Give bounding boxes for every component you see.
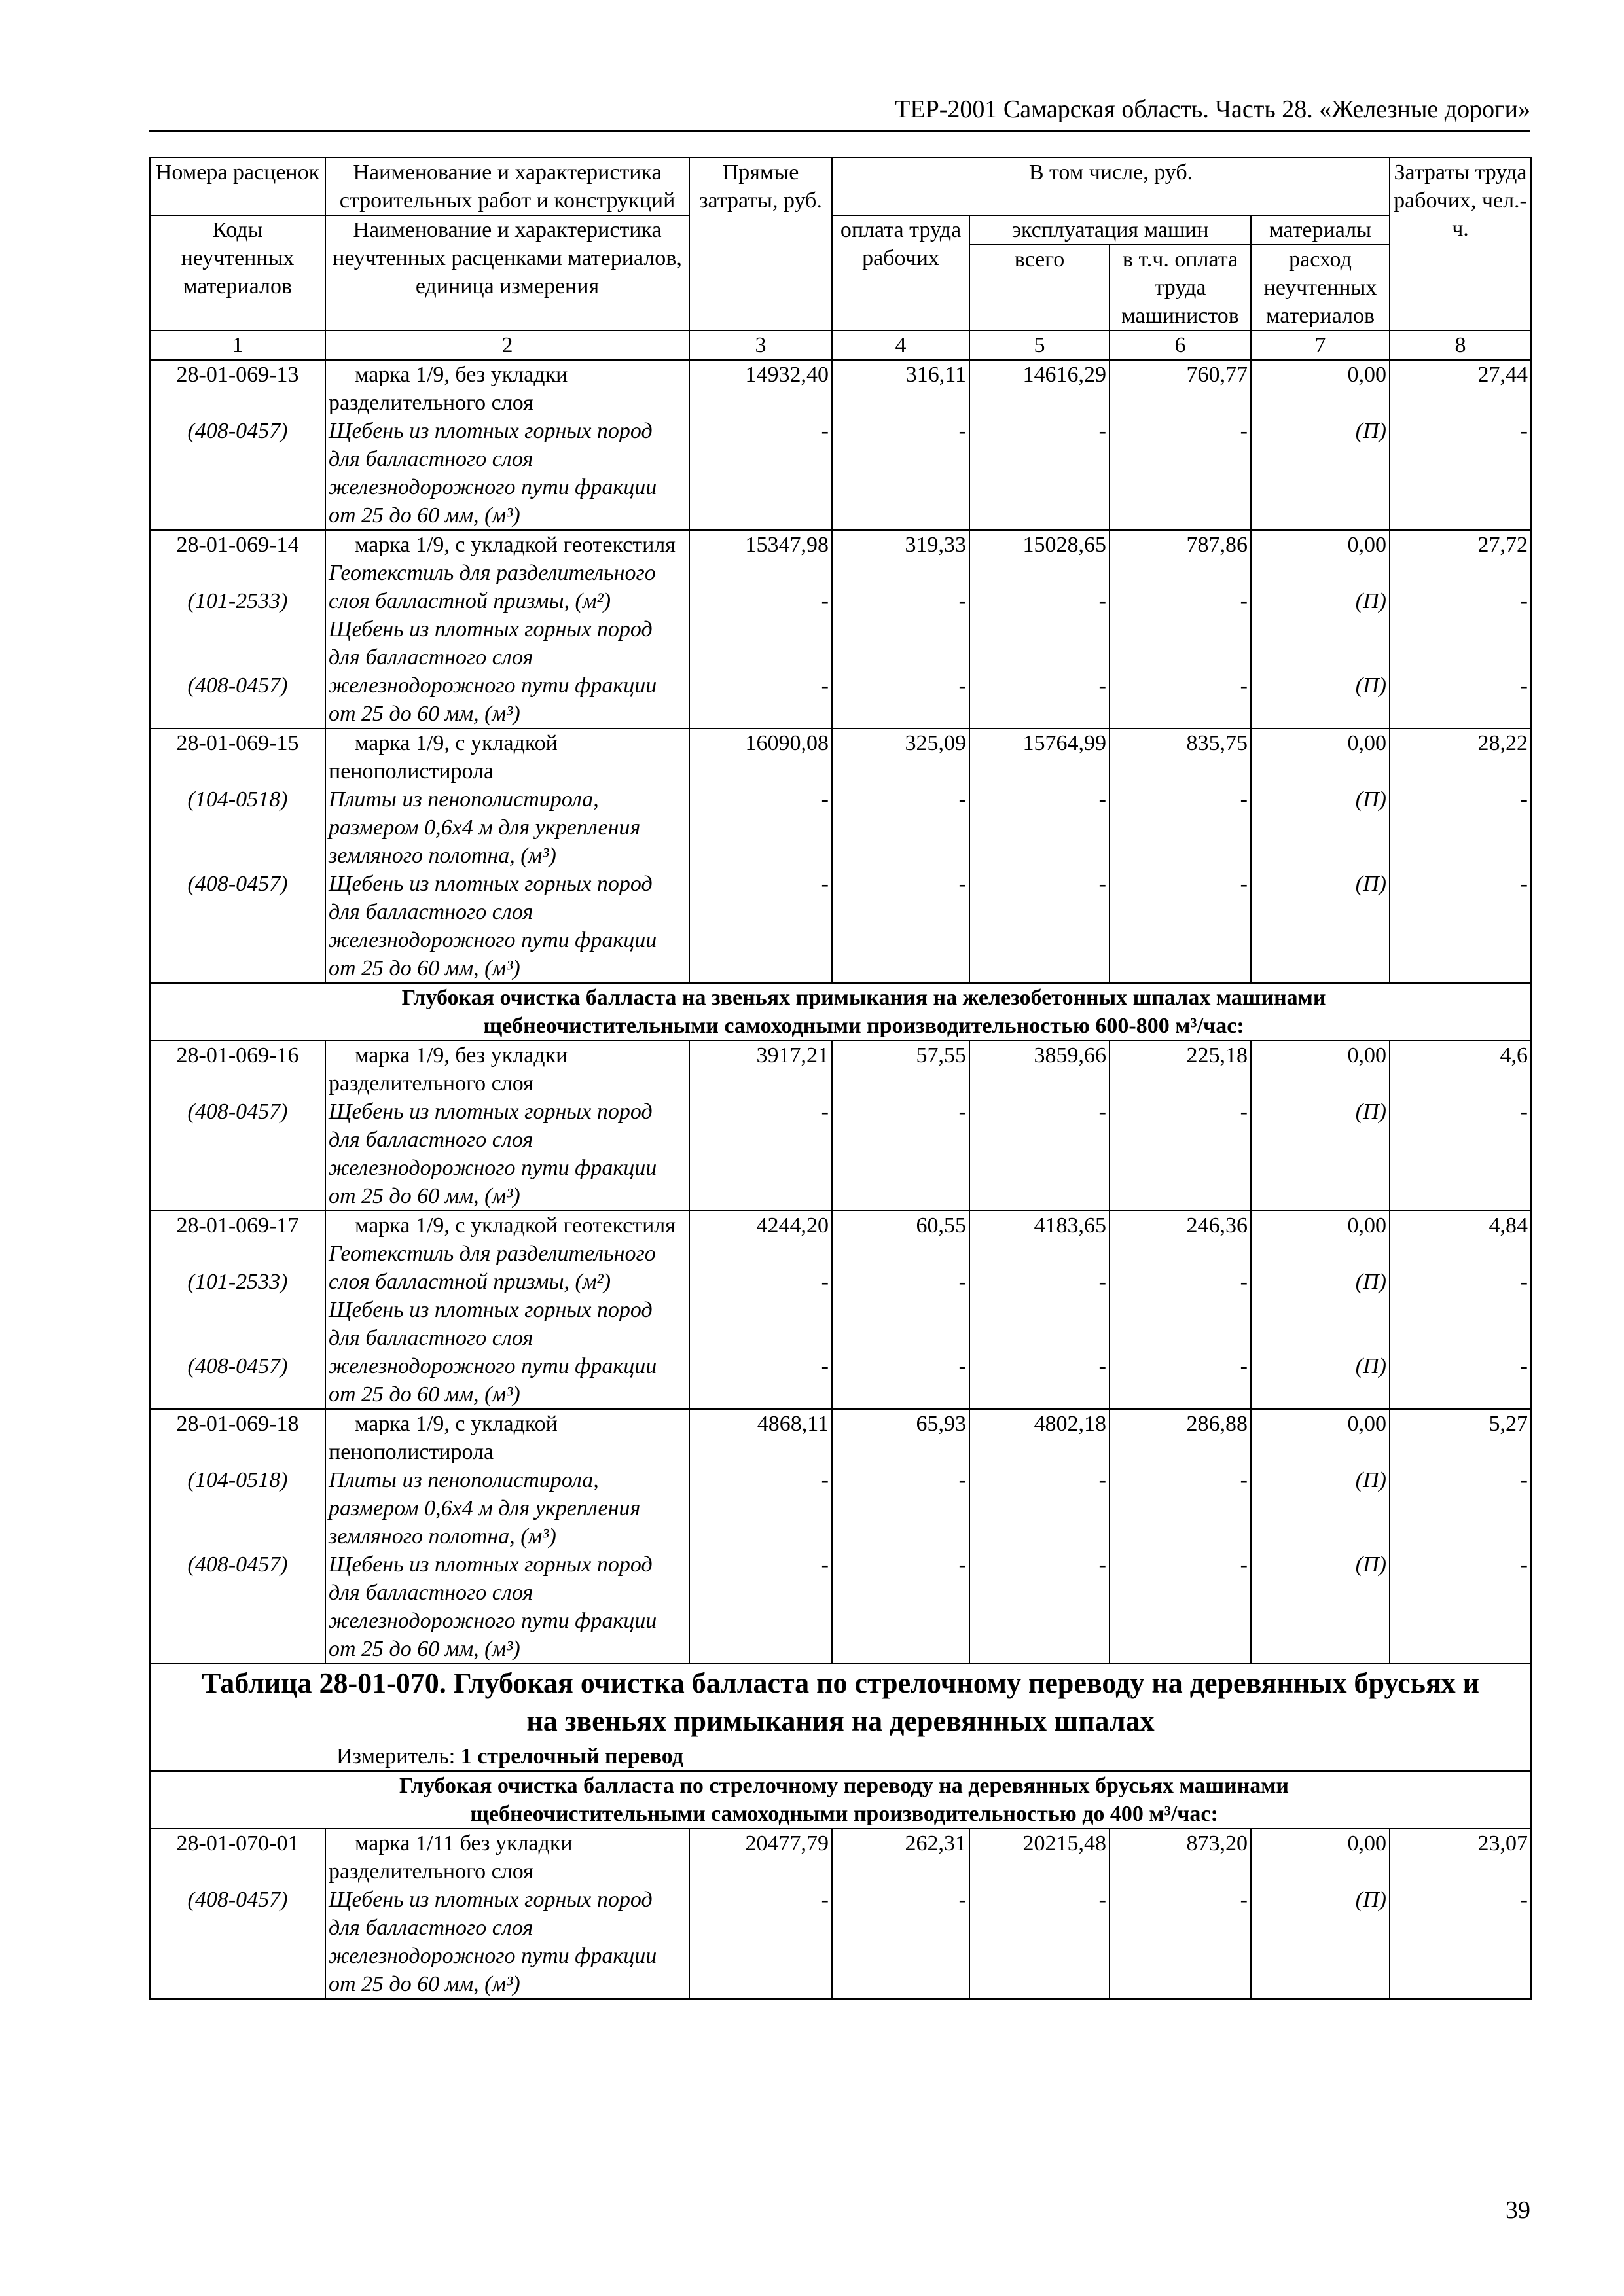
row-description: марка 1/9, с укладкой пенополистирола Плиты из пенополистирола, размером 0,6х4 м для укрепления земляного полотна, (м³) Щебень из плотных горных пород для балластного слоя железнодорожного пути фракции от 25 до 60 мм, (м³) (325, 728, 689, 983)
table-row (150, 360, 1531, 530)
row-code: 28-01-069-16 (408-0457) (150, 1041, 325, 1211)
col-head-materials: материалы (1251, 215, 1390, 245)
section-heading: Глубокая очистка балласта на звеньях примыкания на железобетонных шпалах машинами щебнеочистительными самоходными производительностью 600-800 м³/час: (325, 983, 1531, 1041)
col-head-direct: Прямые затраты, руб. (689, 158, 832, 331)
col-head-pay: оплата труда рабочих (832, 215, 969, 331)
cell-machinist-pay: 225,18 - (1110, 1041, 1251, 1211)
unit-line (153, 1743, 1528, 1770)
col-head-codes: Номера расценок (150, 158, 325, 215)
col-num: 6 (1110, 331, 1251, 360)
table-row (150, 530, 1531, 728)
col-num: 3 (689, 331, 832, 360)
col-num: 8 (1390, 331, 1531, 360)
cell-direct: 16090,08 - - (689, 728, 832, 983)
cell-machines: 14616,29 - (969, 360, 1110, 530)
row-code: 28-01-069-13 (408-0457) (150, 360, 325, 530)
cell-machinist-pay: 286,88 - - (1110, 1409, 1251, 1664)
running-header: ТЕР-2001 Самарская область. Часть 28. «Железные дороги» (149, 95, 1530, 132)
cell-machines: 20215,48 - (969, 1829, 1110, 1999)
row-code: 28-01-070-01 (408-0457) (150, 1829, 325, 1999)
cell-labor: 5,27 - - (1390, 1409, 1531, 1664)
section-row (150, 1771, 1531, 1829)
col-head-name: Наименование и характеристика строительных работ и конструкций (325, 158, 689, 215)
row-code: 28-01-069-18 (104-0518) (408-0457) (150, 1409, 325, 1664)
table-row (150, 1211, 1531, 1409)
header-row-2 (150, 215, 1531, 245)
cell-materials: 0,00 (П) (1251, 1829, 1390, 1999)
col-head-mat-codes: Коды неучтенных материалов (150, 215, 325, 331)
cell-direct: 4244,20 - - (689, 1211, 832, 1409)
col-num: 7 (1251, 331, 1390, 360)
row-code: 28-01-069-15 (104-0518) (408-0457) (150, 728, 325, 983)
column-numbers-row (150, 331, 1531, 360)
cell-machines: 15028,65 - - (969, 530, 1110, 728)
row-description: марка 1/11 без укладки разделительного слоя Щебень из плотных горных пород для балластного слоя железнодорожного пути фракции от 25 до 60 мм, (м³) (325, 1829, 689, 1999)
row-description: марка 1/9, с укладкой геотекстиля Геотекстиль для разделительного слоя балластной призмы, (м²) Щебень из плотных горных пород для балластного слоя железнодорожного пути фракции от 25 до 60 мм, (м³) (325, 1211, 689, 1409)
cell-machines: 3859,66 - (969, 1041, 1110, 1211)
cell-machinist-pay: 835,75 - - (1110, 728, 1251, 983)
table-row (150, 1409, 1531, 1664)
col-head-total: всего (969, 245, 1110, 331)
col-head-incl: В том числе, руб. (832, 158, 1390, 215)
table-title: Таблица 28-01-070. Глубокая очистка балласта по стрелочному переводу на деревянных брусьях и на звеньях примыкания на деревянных шпалах (201, 1667, 1480, 1737)
cell-machines: 4183,65 - - (969, 1211, 1110, 1409)
table-title-row (150, 1664, 1531, 1771)
cell-pay: 316,11 - (832, 360, 969, 530)
col-head-labor: Затраты труда рабочих, чел.-ч. (1390, 158, 1531, 331)
cell-machines: 15764,99 - - (969, 728, 1110, 983)
col-head-machines: эксплуатация машин (969, 215, 1251, 245)
page-number: 39 (1506, 2197, 1530, 2224)
cell-machinist-pay: 760,77 - (1110, 360, 1251, 530)
cell-labor: 4,6 - (1390, 1041, 1531, 1211)
row-code: 28-01-069-17 (101-2533) (408-0457) (150, 1211, 325, 1409)
cell-materials: 0,00 (П) (1251, 360, 1390, 530)
cell-pay: 325,09 - - (832, 728, 969, 983)
col-head-consumption: расход неучтенных материалов (1251, 245, 1390, 331)
col-num: 5 (969, 331, 1110, 360)
cell-direct: 20477,79 - (689, 1829, 832, 1999)
cell-machinist-pay: 787,86 - - (1110, 530, 1251, 728)
row-description: марка 1/9, с укладкой пенополистирола Плиты из пенополистирола, размером 0,6х4 м для укрепления земляного полотна, (м³) Щебень из плотных горных пород для балластного слоя железнодорожного пути фракции от 25 до 60 мм, (м³) (325, 1409, 689, 1664)
cell-pay: 262,31 - (832, 1829, 969, 1999)
cell-direct: 15347,98 - - (689, 530, 832, 728)
section-row (150, 983, 1531, 1041)
row-code: 28-01-069-14 (101-2533) (408-0457) (150, 530, 325, 728)
unit-value: 1 стрелочный перевод (460, 1744, 684, 1768)
cell-labor: 27,72 - - (1390, 530, 1531, 728)
cell-direct: 3917,21 - (689, 1041, 832, 1211)
cell-materials: 0,00 (П) (П) (1251, 728, 1390, 983)
cell-machinist-pay: 873,20 - (1110, 1829, 1251, 1999)
price-table-sheet (149, 157, 1530, 2000)
cell-pay: 60,55 - - (832, 1211, 969, 1409)
col-head-incl-pay: в т.ч. оплата труда машинистов (1110, 245, 1251, 331)
table-row (150, 1829, 1531, 1999)
cell-direct: 14932,40 - (689, 360, 832, 530)
cell-labor: 27,44 - (1390, 360, 1531, 530)
section-heading: Глубокая очистка балласта по стрелочному переводу на деревянных брусьях машинами щебнеочистительными самоходными производительностью до 400 м³/час: (325, 1771, 1531, 1829)
cell-direct: 4868,11 - - (689, 1409, 832, 1664)
header-row-1 (150, 158, 1531, 215)
col-head-mat-name: Наименование и характеристика неучтенных расценками материалов, единица измерения (325, 215, 689, 331)
col-num: 4 (832, 331, 969, 360)
price-table (149, 157, 1532, 2000)
col-num: 1 (150, 331, 325, 360)
cell-pay: 319,33 - - (832, 530, 969, 728)
cell-materials: 0,00 (П) (П) (1251, 530, 1390, 728)
row-description: марка 1/9, без укладки разделительного слоя Щебень из плотных горных пород для балластного слоя железнодорожного пути фракции от 25 до 60 мм, (м³) (325, 1041, 689, 1211)
cell-pay: 57,55 - (832, 1041, 969, 1211)
cell-materials: 0,00 (П) (1251, 1041, 1390, 1211)
col-num: 2 (325, 331, 689, 360)
cell-materials: 0,00 (П) (П) (1251, 1211, 1390, 1409)
cell-machines: 4802,18 - - (969, 1409, 1110, 1664)
cell-pay: 65,93 - - (832, 1409, 969, 1664)
cell-materials: 0,00 (П) (П) (1251, 1409, 1390, 1664)
unit-label: Измеритель: (336, 1744, 456, 1768)
table-row (150, 1041, 1531, 1211)
row-description: марка 1/9, без укладки разделительного слоя Щебень из плотных горных пород для балластного слоя железнодорожного пути фракции от 25 до 60 мм, (м³) (325, 360, 689, 530)
table-title-cell (150, 1664, 1531, 1771)
row-description: марка 1/9, с укладкой геотекстиля Геотекстиль для разделительного слоя балластной призмы, (м²) Щебень из плотных горных пород для балластного слоя железнодорожного пути фракции от 25 до 60 мм, (м³) (325, 530, 689, 728)
table-row (150, 728, 1531, 983)
cell-labor: 28,22 - - (1390, 728, 1531, 983)
cell-machinist-pay: 246,36 - - (1110, 1211, 1251, 1409)
cell-labor: 4,84 - - (1390, 1211, 1531, 1409)
cell-labor: 23,07 - (1390, 1829, 1531, 1999)
